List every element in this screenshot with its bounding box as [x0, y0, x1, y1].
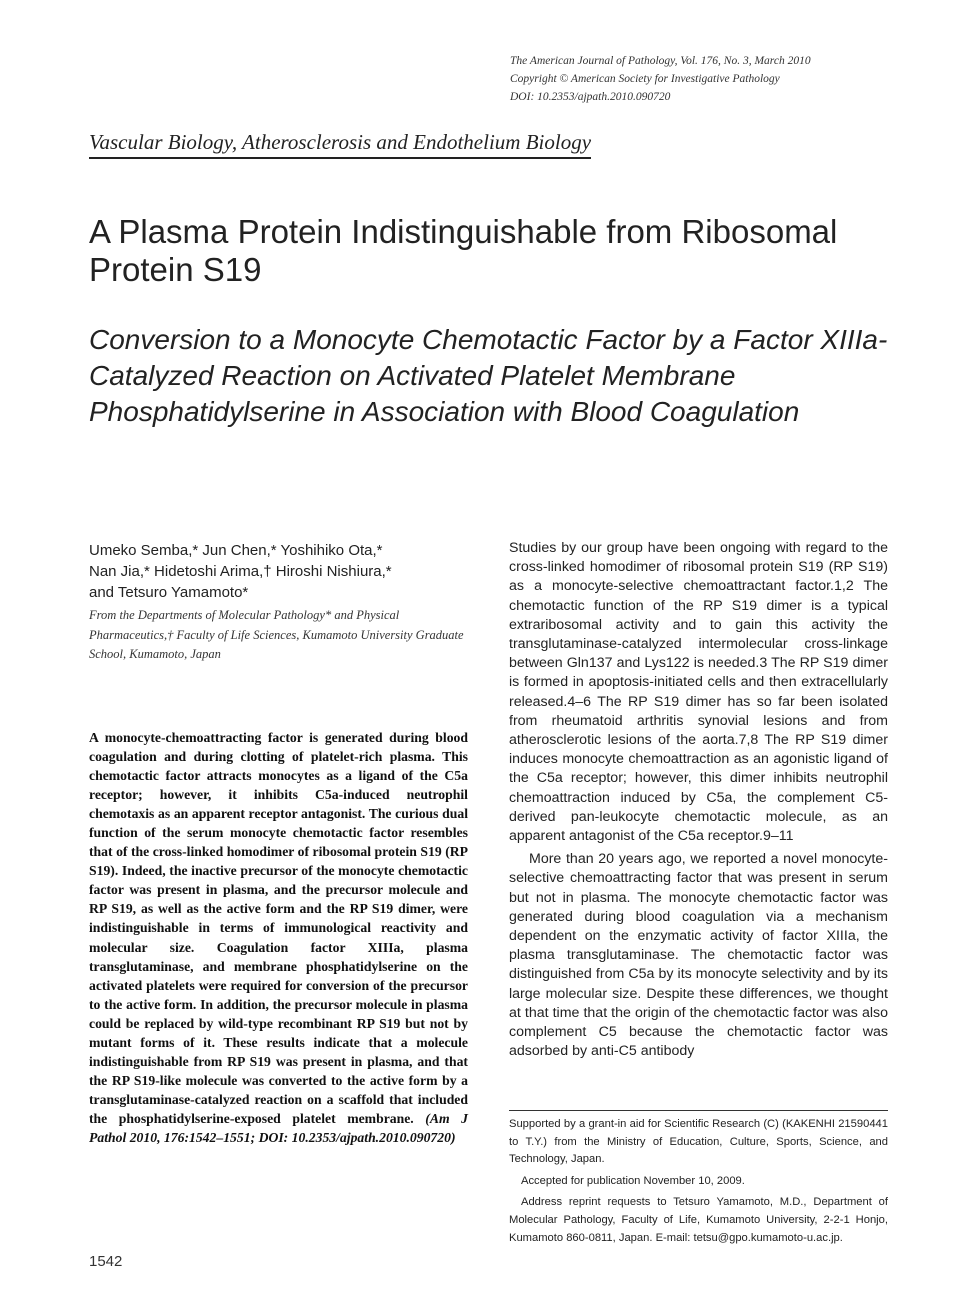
- page-number: 1542: [89, 1253, 123, 1270]
- abstract: [89, 728, 468, 1147]
- journal-doi: DOI: 10.2353/ajpath.2010.090720: [510, 91, 671, 103]
- abstract-text: A monocyte-chemoattracting factor is generated during blood coagulation and during clotting of platelet-rich plasma. This chemotactic factor attracts monocytes as a ligand of the C5a receptor; however, it inhibits C5a-induced neutrophil chemotaxis as an apparent receptor antagonist. The curious dual function of the serum monocyte chemotactic factor resembles that of the cross-linked homodimer of ribosomal protein S19 (RP S19). Indeed, the inactive precursor of the monocyte chemotactic factor was present in plasma, and the precursor molecule and RP S19, as well as the active form and the RP S19 dimer, were indistinguishable in terms of immunological reactivity and molecular size. Coagulation factor XIIIa, plasma transglutaminase, and membrane phosphatidylserine on the activated platelets were required for conversion of the precursor to the active form. In addition, the precursor molecule in plasma could be replaced by wild-type recombinant RP S19 but not by mutant forms of it. These results indicate that a molecule indistinguishable from RP S19 was present in plasma, and that the RP S19-like molecule was converted to the active form by a transglutaminase-catalyzed reaction on a scaffold that included the phosphatidylserine-exposed platelet membrane.: [89, 730, 468, 1126]
- footnote-reprint: Address reprint requests to Tetsuro Yamamoto, M.D., Department of Molecular Pathology, Faculty of Life, Kumamoto University, 2-2-1 Honjo, Kumamoto 860-0811, Japan. E-mail: tetsu@gpo.kumamoto-u.ac.jp.: [509, 1196, 888, 1244]
- author-line-3: and Tetsuro Yamamoto*: [89, 584, 249, 601]
- section-heading: Vascular Biology, Atherosclerosis and Endothelium Biology: [89, 130, 591, 159]
- journal-header: [510, 52, 930, 106]
- author-line-1: Umeko Semba,* Jun Chen,* Yoshihiko Ota,*: [89, 542, 383, 559]
- footnote-grant: Supported by a grant-in aid for Scientific Research (C) (KAKENHI 21590441 to T.Y.) from the Ministry of Education, Culture, Sports, Science, and Technology, Japan.: [509, 1118, 888, 1166]
- footnote-accepted: Accepted for publication November 10, 2009.: [521, 1174, 745, 1187]
- article-title: A Plasma Protein Indistinguishable from Ribosomal Protein S19: [89, 213, 838, 288]
- abstract-citation: (Am J Pathol 2010, 176:1542–1551; DOI: 10.2353/ajpath.2010.090720): [89, 1110, 469, 1145]
- footnote-divider: [509, 1110, 888, 1111]
- author-line-2: Nan Jia,* Hidetoshi Arima,† Hiroshi Nishiura,*: [89, 563, 392, 580]
- body-text: [509, 539, 888, 1061]
- body-paragraph-1: Studies by our group have been ongoing with regard to the cross-linked homodimer of ribosomal protein S19 (RP S19) as a monocyte-selective chemoattractant factor.1,2 The chemotactic function of the RP S19 dimer is a typical extraribosomal activity and to gain this activity the transglutaminase-catalyzed intermolecular cross-linkage between Gln137 and Lys122 is needed.3 The RP S19 dimer is formed in apoptosis-initiated cells and then extracellularly released.4–6 The RP S19 dimer has so far been isolated from rheumatoid arthritis synovial lesions and from atherosclerotic lesions of the aorta.7,8 The RP S19 dimer induces monocyte chemoattraction as an agonistic ligand of the C5a receptor; however, this dimer inhibits neutrophil chemoattraction induced by C5a, the complement C5-derived pan-leukocyte chemotactic molecule, as an apparent antagonist of the C5a receptor.9–11: [509, 540, 888, 845]
- footnotes: [509, 1116, 888, 1251]
- article-subtitle: Conversion to a Monocyte Chemotactic Factor by a Factor XIIIa-Catalyzed Reaction on Activated Platelet Membrane Phosphatidylserine in Association with Blood Coagulation: [89, 324, 888, 427]
- journal-copyright: Copyright © American Society for Investigative Pathology: [510, 73, 780, 85]
- affiliation: From the Departments of Molecular Pathology* and Physical Pharmaceutics,† Faculty of Life Sciences, Kumamoto University Graduate School, Kumamoto, Japan: [89, 608, 464, 661]
- body-paragraph-2: More than 20 years ago, we reported a novel monocyte-selective chemoattracting factor that was present in serum but not in plasma. The monocyte chemotactic factor was generated during blood coagulation via a mechanism dependent on the enzymatic activity of factor XIIIa, the plasma transglutaminase. The chemotactic factor was distinguished from C5a by its monocyte selectivity and by its large molecular size. Despite these differences, we thought at that time that the origin of the chemotactic factor was also complement C5 because the chemotactic factor was adsorbed by anti-C5 antibody: [509, 851, 888, 1060]
- journal-citation: The American Journal of Pathology, Vol. 176, No. 3, March 2010: [510, 55, 811, 67]
- author-list: [89, 540, 479, 603]
